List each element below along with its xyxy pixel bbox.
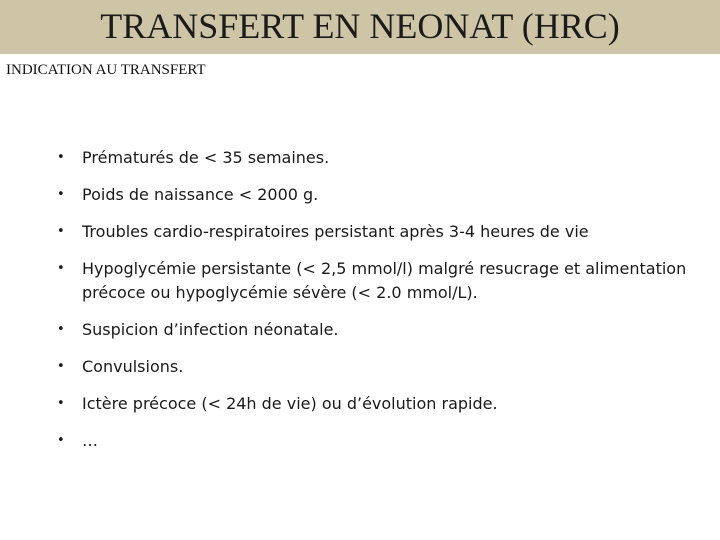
list-item-text: …	[82, 431, 98, 450]
list-item-text: Convulsions.	[82, 357, 184, 376]
list-item-text: Prématurés de < 35 semaines.	[82, 148, 330, 167]
indication-list	[57, 146, 697, 466]
list-item	[57, 183, 697, 207]
bullet-icon: •	[57, 433, 65, 448]
bullet-icon: •	[57, 261, 65, 276]
list-item	[57, 220, 697, 244]
bullet-icon: •	[57, 322, 65, 337]
bullet-icon: •	[57, 150, 65, 165]
list-item	[57, 429, 697, 453]
section-subtitle: INDICATION AU TRANSFERT	[6, 62, 206, 78]
bullet-icon: •	[57, 187, 65, 202]
list-item	[57, 146, 697, 170]
list-item-text: Suspicion d’infection néonatale.	[82, 320, 339, 339]
bullet-icon: •	[57, 359, 65, 374]
list-item-text: Troubles cardio-respiratoires persistant après 3-4 heures de vie	[82, 222, 589, 241]
bullet-icon: •	[57, 396, 65, 411]
list-item	[57, 318, 697, 342]
list-item-text: Hypoglycémie persistante (< 2,5 mmol/l) malgré resucrage et alimentation précoce ou hypoglycémie sévère (< 2.0 mmol/L).	[82, 259, 687, 302]
list-item-text: Ictère précoce (< 24h de vie) ou d’évolution rapide.	[82, 394, 498, 413]
list-item	[57, 257, 697, 305]
slide-title: TRANSFERT EN NEONAT (HRC)	[100, 6, 620, 46]
list-item	[57, 355, 697, 379]
bullet-icon: •	[57, 224, 65, 239]
list-item-text: Poids de naissance < 2000 g.	[82, 185, 319, 204]
list-item	[57, 392, 697, 416]
